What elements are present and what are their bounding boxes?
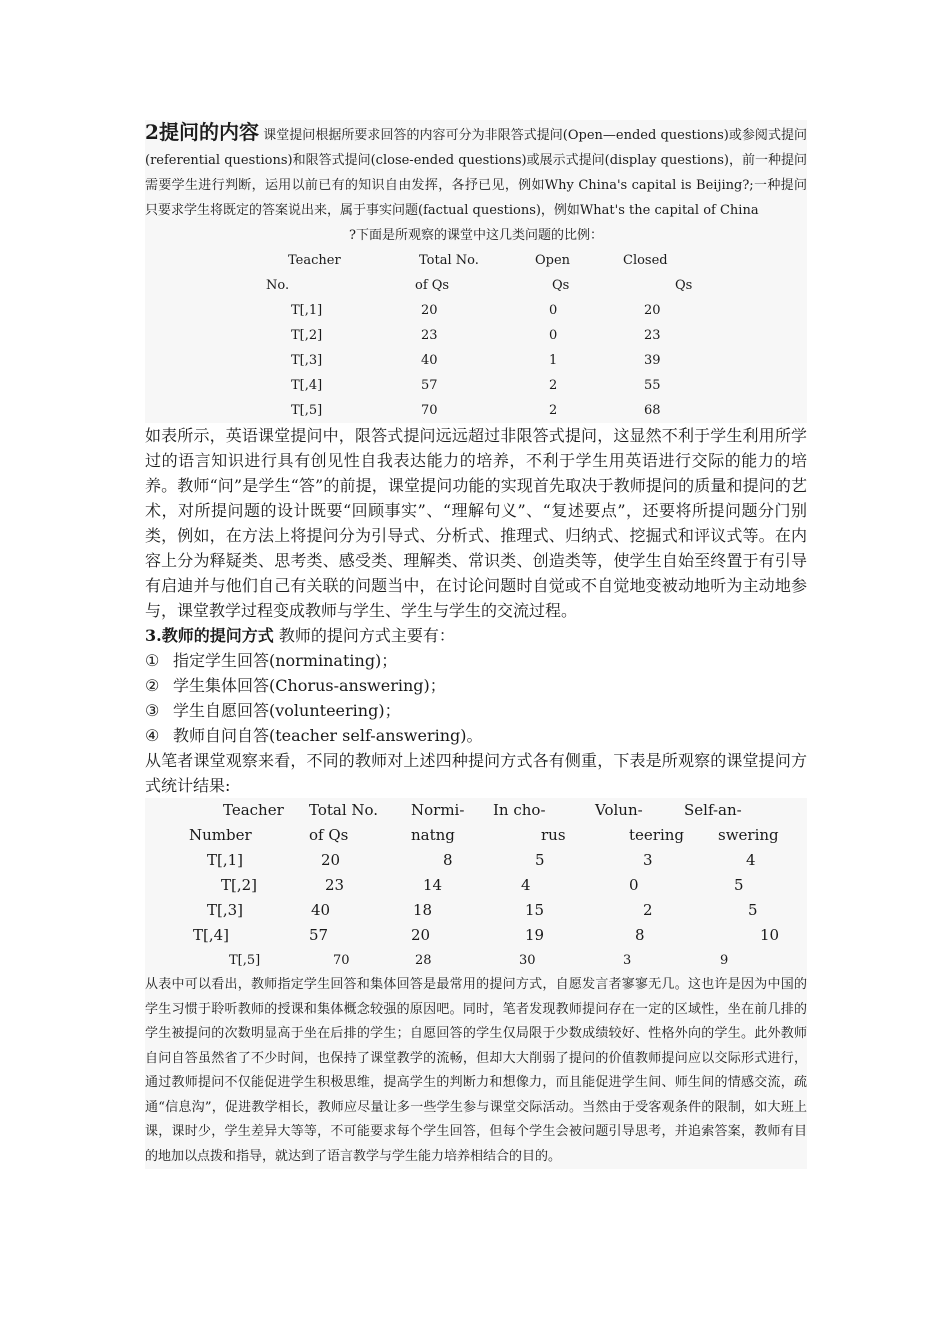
table-cell: 4 xyxy=(521,876,531,894)
table-cell: 4 xyxy=(746,851,756,869)
section-3-heading: 3.教师的提问方式 xyxy=(145,626,274,645)
section-2-heading: 2提问的内容 xyxy=(145,120,260,144)
list-number: ③ xyxy=(145,701,160,720)
section-2-lead: ?下面是所观察的课堂中这几类问题的比例： xyxy=(349,228,603,243)
list-item xyxy=(145,648,807,673)
table-cell: T[,4] xyxy=(193,926,230,944)
table-header-row xyxy=(145,248,807,273)
table-cell: T[,1] xyxy=(291,303,323,318)
table-cell: 40 xyxy=(421,353,438,368)
table-cell: 68 xyxy=(644,403,661,418)
table-cell: 9 xyxy=(720,953,729,968)
section-3-lead: 从笔者课堂观察来看，不同的教师对上述四种提问方式各有侧重，下表是所观察的课堂提问方式统计结果: xyxy=(145,751,807,795)
table-header: Volun- xyxy=(595,801,643,819)
question-type-table xyxy=(145,248,807,423)
table-header: Normi- xyxy=(411,801,465,819)
list-item xyxy=(145,673,807,698)
table-header: Self-an- xyxy=(684,801,742,819)
table-cell: 8 xyxy=(443,851,453,869)
table-cell: T[,5] xyxy=(291,403,323,418)
table-header: Closed xyxy=(623,253,668,268)
table-cell: 14 xyxy=(423,876,443,894)
section-3-intro: 教师的提问方式主要有： xyxy=(278,626,455,645)
table-header: natng xyxy=(411,826,455,844)
table-row xyxy=(145,848,807,873)
table-cell: 55 xyxy=(644,378,661,393)
table-row xyxy=(145,873,807,898)
table-cell: 23 xyxy=(644,328,661,343)
list-item-text: 学生自愿回答(volunteering)； xyxy=(173,701,401,720)
table-row xyxy=(145,898,807,923)
table-row xyxy=(145,948,807,973)
table-cell: 2 xyxy=(549,403,558,418)
table-cell: 5 xyxy=(734,876,744,894)
list-item xyxy=(145,723,807,748)
table-header: Number xyxy=(189,826,252,844)
list-number: ④ xyxy=(145,726,160,745)
table-cell: 15 xyxy=(525,901,545,919)
table-row xyxy=(145,298,807,323)
table-row xyxy=(145,323,807,348)
table-cell: 3 xyxy=(623,953,632,968)
table-cell: 10 xyxy=(760,926,780,944)
table-cell: 0 xyxy=(549,303,558,318)
document-page xyxy=(145,120,807,1169)
table-cell: 19 xyxy=(525,926,545,944)
table-header: Teacher xyxy=(223,801,284,819)
table-cell: 20 xyxy=(321,851,341,869)
table-cell: 57 xyxy=(309,926,329,944)
table-cell: T[,2] xyxy=(221,876,258,894)
list-item-text: 指定学生回答(norminating)； xyxy=(173,651,398,670)
table-cell: 0 xyxy=(629,876,639,894)
table-cell: 23 xyxy=(421,328,438,343)
table-cell: 2 xyxy=(643,901,653,919)
table-header-row xyxy=(145,798,807,823)
table-cell: 2 xyxy=(549,378,558,393)
questioning-methods-list xyxy=(145,648,807,748)
table-cell: 70 xyxy=(421,403,438,418)
table-cell: 23 xyxy=(325,876,345,894)
table-cell: T[,4] xyxy=(291,378,323,393)
section-3-heading-line xyxy=(145,623,807,648)
table-header: Total No. xyxy=(309,801,379,819)
table-cell: 3 xyxy=(643,851,653,869)
table-row xyxy=(145,348,807,373)
table-header: Open xyxy=(535,253,571,268)
list-item-text: 学生集体回答(Chorus-answering)； xyxy=(173,676,446,695)
table-header: rus xyxy=(541,826,566,844)
table-cell: 28 xyxy=(415,953,432,968)
list-item-text: 教师自问自答(teacher self-answering)。 xyxy=(173,726,483,745)
table-cell: 40 xyxy=(311,901,331,919)
section-2 xyxy=(145,120,807,423)
table-row xyxy=(145,923,807,948)
list-number: ② xyxy=(145,676,160,695)
table-header: teering xyxy=(629,826,685,844)
table-cell: T[,3] xyxy=(207,901,244,919)
section-2-intro: 课堂提问根据所要求回答的内容可分为非限答式提问(Open—ended questions)或参阅式提问(referential questions)和限答式提问(close-ended questions)或展示式提问(display questions)，前一种提问需要学生进行判断，运用以前已有的知识自由发挥，各抒已见，例如Why China's capital is Beijing?;一种提问只要求学生将既定的答案说出来，属于事实问题(factual questions)，例如What's the capital of China xyxy=(145,128,807,218)
table-cell: T[,3] xyxy=(291,353,323,368)
section-3-conclusion: 从表中可以看出，教师指定学生回答和集体回答是最常用的提问方式，自愿发言者寥寥无几。这也许是因为中国的学生习惯于聆听教师的授课和集体概念较强的原因吧。同时，笔者发现教师提问存在一定的区域性，坐在前几排的学生被提问的次数明显高于坐在后排的学生；自愿回答的学生仅局限于少数成绩较好、性格外向的学生。此外教师自问自答虽然省了不少时间，也保持了课堂教学的流畅，但却大大削弱了提问的价值教师提问应以交际形式进行，通过教师提问不仅能促进学生积极思维，提高学生的判断力和想像力，而且能促进学生间、师生间的情感交流，疏通“信息沟”，促进教学相长，教师应尽量让多一些学生参与课堂交际活动。当然由于受客观条件的限制，如大班上课，课时少，学生差异大等等，不可能要求每个学生回答，但每个学生会被问题引导思考，并追索答案，教师有目的地加以点拨和指导，就达到了语言教学与学生能力培养相结合的目的。 xyxy=(145,977,807,1164)
table-row xyxy=(145,373,807,398)
list-item xyxy=(145,698,807,723)
table-row xyxy=(145,398,807,423)
questioning-method-table xyxy=(145,798,807,973)
table-cell: 0 xyxy=(549,328,558,343)
table-cell: 5 xyxy=(535,851,545,869)
table-header: Qs xyxy=(552,278,570,293)
table-header: Total No. xyxy=(419,253,479,268)
table-header-row xyxy=(145,273,807,298)
table-cell: 57 xyxy=(421,378,438,393)
table-header: of Qs xyxy=(415,278,450,293)
table-header: In cho- xyxy=(493,801,546,819)
list-number: ① xyxy=(145,651,160,670)
table-header: Qs xyxy=(675,278,693,293)
table-cell: 20 xyxy=(411,926,431,944)
question-type-table-body xyxy=(145,298,807,423)
table-cell: 18 xyxy=(413,901,433,919)
table-cell: 20 xyxy=(421,303,438,318)
table-cell: 1 xyxy=(549,353,558,368)
table-header-row xyxy=(145,823,807,848)
section-3-table-block xyxy=(145,798,807,1169)
table-header: No. xyxy=(266,278,290,293)
table-cell: T[,1] xyxy=(207,851,244,869)
table-cell: T[,2] xyxy=(291,328,323,343)
table-cell: T[,5] xyxy=(229,953,261,968)
table-cell: 20 xyxy=(644,303,661,318)
section-2-analysis: 如表所示，英语课堂提问中，限答式提问远远超过非限答式提问，这显然不利于学生利用所学过的语言知识进行具有创见性自我表达能力的培养，不利于学生用英语进行交际的能力的培养。教师“问”是学生“答”的前提，课堂提问功能的实现首先取决于教师提问的质量和提问的艺术，对所提问题的设计既要“回顾事实”、“理解句义”、“复述要点”，还要将所提问题分门别类，例如，在方法上将提问分为引导式、分析式、推理式、归纳式、挖掘式和评议式等。在内容上分为释疑类、思考类、感受类、理解类、常识类、创造类等，使学生自始至终置于有引导有启迪并与他们自己有关联的问题当中，在讨论问题时自觉或不自觉地变被动地听为主动地参与，课堂教学过程变成教师与学生、学生与学生的交流过程。 xyxy=(145,426,807,620)
table-header: swering xyxy=(718,826,779,844)
table-header: of Qs xyxy=(309,826,349,844)
table-cell: 8 xyxy=(635,926,645,944)
table-cell: 39 xyxy=(644,353,661,368)
table-cell: 70 xyxy=(333,953,350,968)
table-cell: 5 xyxy=(748,901,758,919)
table-header: Teacher xyxy=(288,253,341,268)
table-cell: 30 xyxy=(519,953,536,968)
